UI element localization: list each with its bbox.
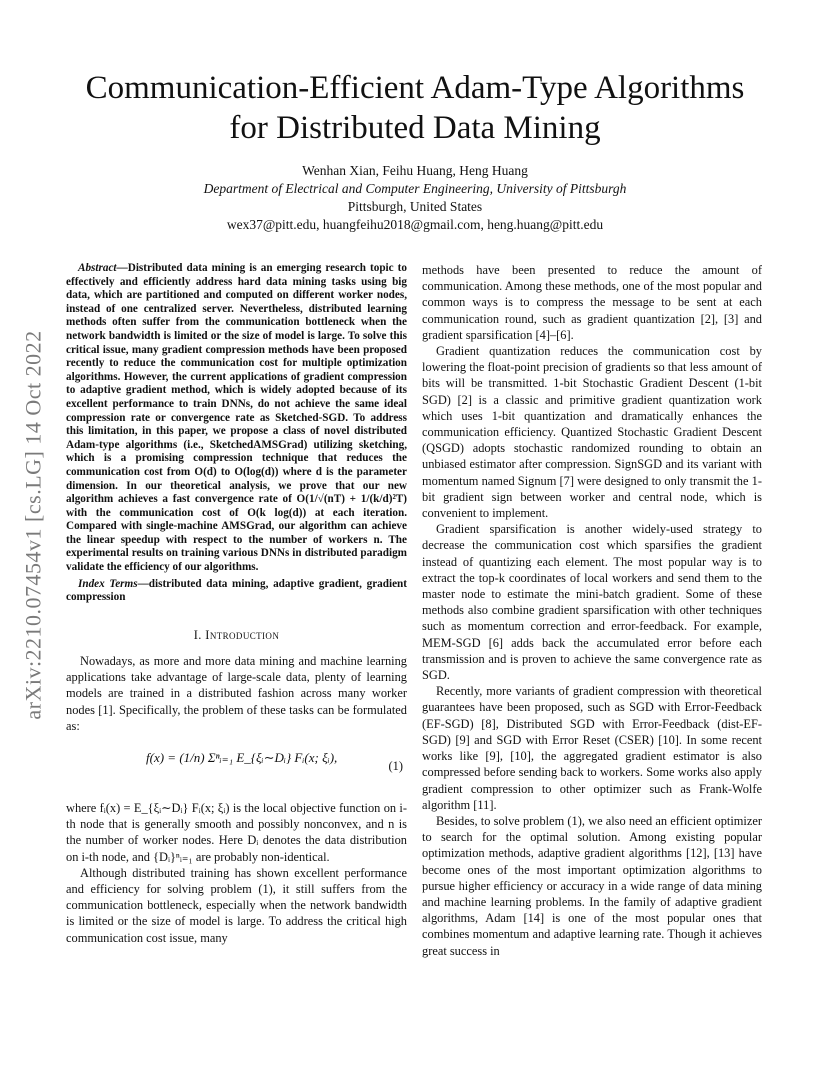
right-paragraph-3: Gradient sparsification is another widely-used strategy to decrease the communication cost which sparsifies the gradient instead of quantizing each element. The most popular way is to extract the top-k coordinates of local workers and send them to the master node to estimate the mini-batch gradient. Some of these methods also combine gradient sparsification with other techniques such as momentum correction and error-feedback. For example, MEM-SGD [6] adds back the accumulated error before each transmission and is proven to achieve the same convergence rate as SGD. xyxy=(422,522,762,683)
index-terms xyxy=(66,578,407,605)
left-column xyxy=(66,262,407,946)
intro-paragraph-1: Nowadays, as more and more data mining and machine learning applications take advantage of large-scale data, plenty of learning models are trained in a distributed fashion across many worker nodes [1]. Specifically, the problem of these tasks can be formulated as: xyxy=(66,654,407,733)
title-line-2: for Distributed Data Mining xyxy=(229,110,601,146)
right-paragraph-5: Besides, to solve problem (1), we also need an efficient optimizer to search for the optimal solution. Among existing popular optimization methods, adaptive gradient algorithms [12], [13] have become ones of the most important optimization algorithms to pursue higher efficiency or accuracy in a wide range of data mining and machine learning problems. In the family of adaptive gradient algorithms, Adam [14] is one of the most popular ones that combines momentum and adaptive learning rate. Though it achieves great success in xyxy=(422,813,762,958)
abstract xyxy=(66,262,407,575)
section-title: Introduction xyxy=(205,627,280,642)
section-heading xyxy=(66,627,407,643)
abstract-lead: Abstract xyxy=(78,262,117,274)
equation-number: (1) xyxy=(388,759,403,774)
intro-paragraph-2: where fᵢ(x) = E_{ξᵢ∼Dᵢ} Fᵢ(x; ξᵢ) is the local objective function on i-th node that is generally smooth and possibly nonconvex, and n is the number of worker nodes. Here Dᵢ denotes the data distribution on i-th node, and {Dᵢ}ⁿᵢ₌₁ are probably non-identical. xyxy=(66,801,407,864)
author-location: Pittsburgh, United States xyxy=(347,199,483,214)
author-names: Wenhan Xian, Feihu Huang, Heng Huang xyxy=(302,163,528,178)
equation-1 xyxy=(66,740,407,792)
paper-title xyxy=(60,68,770,148)
equation-formula: f(x) = (1/n) Σⁿᵢ₌₁ E_{ξᵢ∼Dᵢ} Fᵢ(x; ξᵢ), xyxy=(146,750,338,766)
index-terms-text: —distributed data mining, adaptive gradient, gradient compression xyxy=(66,577,407,604)
title-line-1: Communication-Efficient Adam-Type Algorithms xyxy=(85,70,745,106)
author-block xyxy=(60,162,770,234)
right-column xyxy=(422,262,762,959)
author-emails: wex37@pitt.edu, huangfeihu2018@gmail.com, heng.huang@pitt.edu xyxy=(226,217,604,232)
arxiv-identifier-stamp xyxy=(22,290,46,760)
section-numeral: I. xyxy=(193,627,202,642)
arxiv-stamp-text: arXiv:2210.07454v1 [cs.LG] 14 Oct 2022 xyxy=(21,330,46,720)
right-paragraph-4: Recently, more variants of gradient compression with theoretical guarantees have been proposed, such as SGD with Error-Feedback (EF-SGD) [8], Distributed SGD with Error-Feedback (dist-EF-SGD) [9] and SGD with Error Reset (CSER) [10]. In some recent works like [9], [10], the aggregated gradient estimator is also compressed before sending back to workers. Some works also apply gradient compression to other optimizer such as Frank-Wolfe algorithm [11]. xyxy=(422,684,762,812)
abstract-text: —Distributed data mining is an emerging research topic to effectively and efficiently address hard data mining tasks using big data, which are partitioned and computed on different worker nodes, instead of one centralized server. Nevertheless, distributed learning methods often suffer from the communication bottleneck when the network bandwidth is limited or the size of model is large. To solve this critical issue, many gradient compression methods have been proposed recently to reduce the communication cost for multiple optimization algorithms. However, the current applications of gradient compression to adaptive gradient method, which is widely adopted because of its excellent performance to train DNNs, do not achieve the same ideal compression rate or convergence rate as Sketched-SGD. To address this limitation, in this paper, we propose a class of novel distributed Adam-type algorithms (i.e., SketchedAMSGrad) utilizing sketching, which is a promising compression technique that reduces the communication cost from O(d) to O(log(d)) where d is the parameter dimension. In our theoretical analysis, we prove that our new algorithm achieves a fast convergence rate of O(1/√(nT) + 1/(k/d)²T) with the communication cost of O(k log(d)) at each iteration. Compared with single-machine AMSGrad, our algorithm can achieve the linear speedup with respect to the number of workers n. The experimental results on training various DNNs in distributed paradigm validate the efficiency of our algorithms. xyxy=(66,262,407,574)
intro-paragraph-3: Although distributed training has shown excellent performance and efficiency for solving problem (1), it still suffers from the communication bottleneck, especially when the network bandwidth is limited or the size of model is large. To address the critical high communication cost issue, many xyxy=(66,865,407,945)
right-paragraph-2: Gradient quantization reduces the communication cost by lowering the float-point precision of gradients so that less amount of bits will be transmitted. 1-bit Stochastic Gradient Descent (1-bit SGD) [2] is a classic and primitive gradient quantization work which uses 1-bit quantization and dramatically enhances the communication efficiency. Quantized Stochastic Gradient Descent (QSGD) adopts stochastic randomized rounding to obtain an unbiased estimator after compression. SignSGD and its variant with momentum named Signum [7] were designed to only transmit the 1-bit gradient sign between worker and central node, which is convenient to implement. xyxy=(422,344,762,521)
right-paragraph-1: methods have been presented to reduce the amount of communication. Among these methods, one of the most popular and common ways is to compress the message to be sent at each communication round, such as gradient quantization [2], [3] and gradient sparsification [4]–[6]. xyxy=(422,263,762,342)
author-affiliation: Department of Electrical and Computer Engineering, University of Pittsburgh xyxy=(203,181,627,196)
index-terms-lead: Index Terms xyxy=(78,577,138,590)
